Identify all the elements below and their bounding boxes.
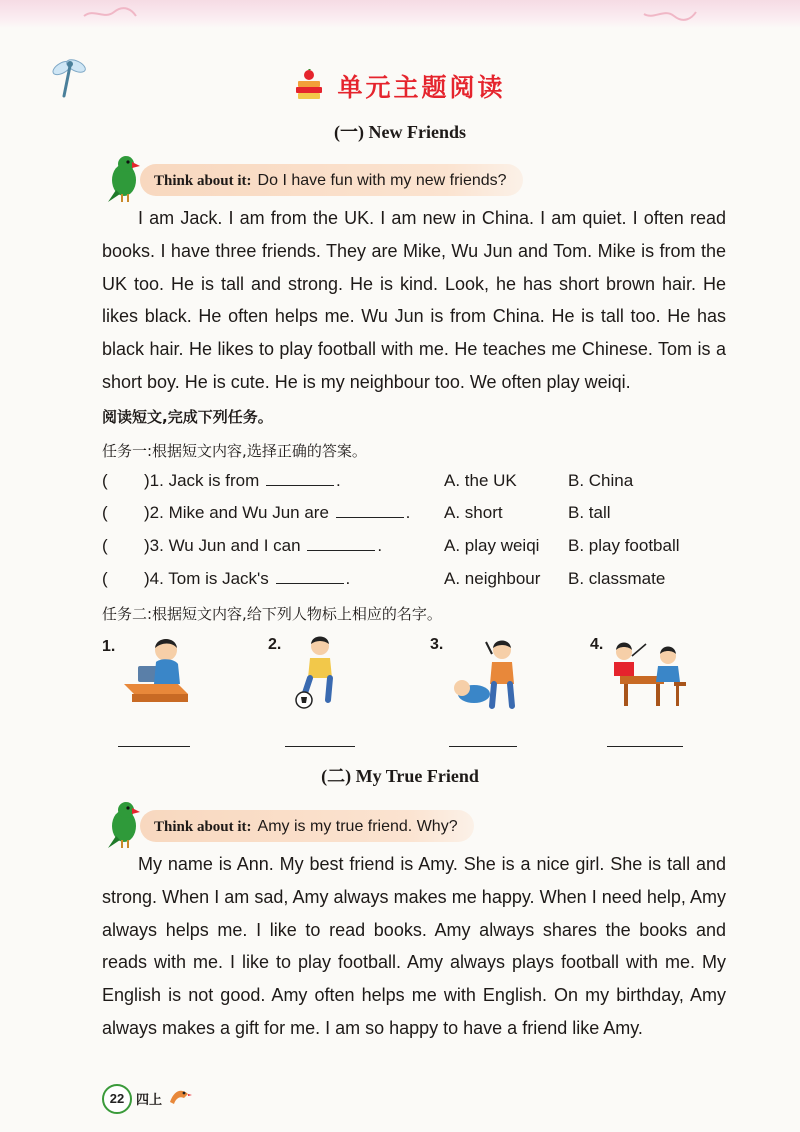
answer-line[interactable] [607, 746, 683, 747]
boy-at-computer-icon [120, 632, 192, 710]
question-row [102, 498, 742, 528]
think-bar [140, 810, 474, 842]
question-text: 2. Mike and Wu Jun are [149, 503, 329, 522]
think-about-it-banner [102, 806, 522, 846]
think-question: Do I have fun with my new friends? [257, 172, 507, 189]
parrot-icon [102, 154, 144, 204]
question-row [102, 466, 742, 496]
question-row [102, 531, 742, 561]
top-decorative-band [0, 0, 800, 28]
task1-title: 任务一:根据短文内容,选择正确的答案。 [102, 442, 367, 460]
grade-label: 四上 [136, 1093, 163, 1108]
question-stem [144, 498, 410, 528]
question-end: . [405, 503, 411, 522]
think-about-it-banner [102, 160, 602, 200]
option-a[interactable]: A. short [444, 503, 503, 522]
section-title-my-true-friend: (二) My True Friend [321, 766, 479, 786]
question-text: 3. Wu Jun and I can [149, 536, 301, 555]
passage-new-friends: I am Jack. I am from the UK. I am new in China. I am quiet. I often read books. I have three friends. They are Mike, Wu Jun and Tom. Mike is from the UK too. He is tall and strong. He is kind. Look, he has short brown hair. He likes black. He often helps me. Wu Jun is from China. He is tall too. He has black hair. He likes to play football with me. He teaches me Chinese. Tom is a short boy. He is cute. He is my neighbour too. We often play weiqi. [102, 208, 726, 392]
answer-bracket-close: ) [144, 536, 150, 555]
picture-number: 1. [102, 638, 116, 655]
passage-my-true-friend: My name is Ann. My best friend is Amy. She is a nice girl. She is tall and strong. When I am sad, Amy always makes me happy. When I need help, Amy always helps me. I like to read books. Amy always shares the books and reads with me. I like to play football. Amy always plays football with me. My English is not good. Amy often helps me with English. On my birthday, Amy always makes a gift for me. I am so happy to have a friend like Amy. [102, 854, 726, 1038]
answer-line[interactable] [118, 746, 190, 747]
answer-bracket-close: ) [144, 503, 150, 522]
picture-number: 2. [268, 636, 282, 653]
question-end: . [336, 471, 341, 490]
question-text: 1. Jack is from [149, 471, 260, 490]
think-bar [140, 164, 523, 196]
question-stem [144, 564, 350, 594]
answer-bracket-open: ( [102, 503, 108, 522]
option-b[interactable]: B. classmate [568, 569, 666, 588]
question-row [102, 564, 742, 594]
section-title-new-friends: (一) New Friends [334, 122, 466, 142]
question-stem [144, 466, 341, 496]
bird-icon [166, 1084, 192, 1110]
question-end: . [377, 536, 383, 555]
answer-blank[interactable] [307, 534, 375, 551]
picture-number: 3. [430, 636, 444, 653]
answer-blank[interactable] [266, 469, 334, 486]
think-label: Think about it: [154, 173, 252, 189]
option-a[interactable]: A. the UK [444, 471, 517, 490]
task2-title: 任务二:根据短文内容,给下列人物标上相应的名字。 [102, 605, 442, 623]
answer-line[interactable] [285, 746, 355, 747]
option-b[interactable]: B. tall [568, 503, 611, 522]
answer-bracket-open: ( [102, 536, 108, 555]
unit-title: 单元主题阅读 [337, 73, 506, 102]
answer-line[interactable] [449, 746, 517, 747]
think-label: Think about it: [154, 819, 252, 835]
answer-bracket-close: ) [144, 471, 150, 490]
option-b[interactable]: B. China [568, 471, 634, 490]
option-a[interactable]: A. play weiqi [444, 536, 540, 555]
instruction-text: 阅读短文,完成下列任务。 [102, 408, 273, 426]
swirl-decoration-icon [640, 6, 700, 22]
answer-bracket-close: ) [144, 569, 150, 588]
unit-title-block [0, 68, 800, 104]
boy-helping-friend-icon [452, 636, 522, 712]
page-number: 22 [102, 1084, 132, 1114]
answer-blank[interactable] [336, 501, 404, 518]
question-text: 4. Tom is Jack's [149, 569, 269, 588]
boys-playing-weiqi-icon [606, 636, 690, 712]
parrot-icon [102, 800, 144, 850]
answer-blank[interactable] [276, 567, 344, 584]
swirl-decoration-icon [80, 6, 140, 22]
question-end: . [345, 569, 351, 588]
option-b[interactable]: B. play football [568, 536, 680, 555]
answer-bracket-open: ( [102, 569, 108, 588]
picture-number: 4. [590, 636, 604, 653]
option-a[interactable]: A. neighbour [444, 569, 541, 588]
think-question: Amy is my true friend. Why? [257, 818, 458, 835]
boy-playing-football-icon [292, 634, 348, 714]
answer-bracket-open: ( [102, 471, 108, 490]
book-stack-apple-icon [294, 69, 324, 103]
question-stem [144, 531, 382, 561]
